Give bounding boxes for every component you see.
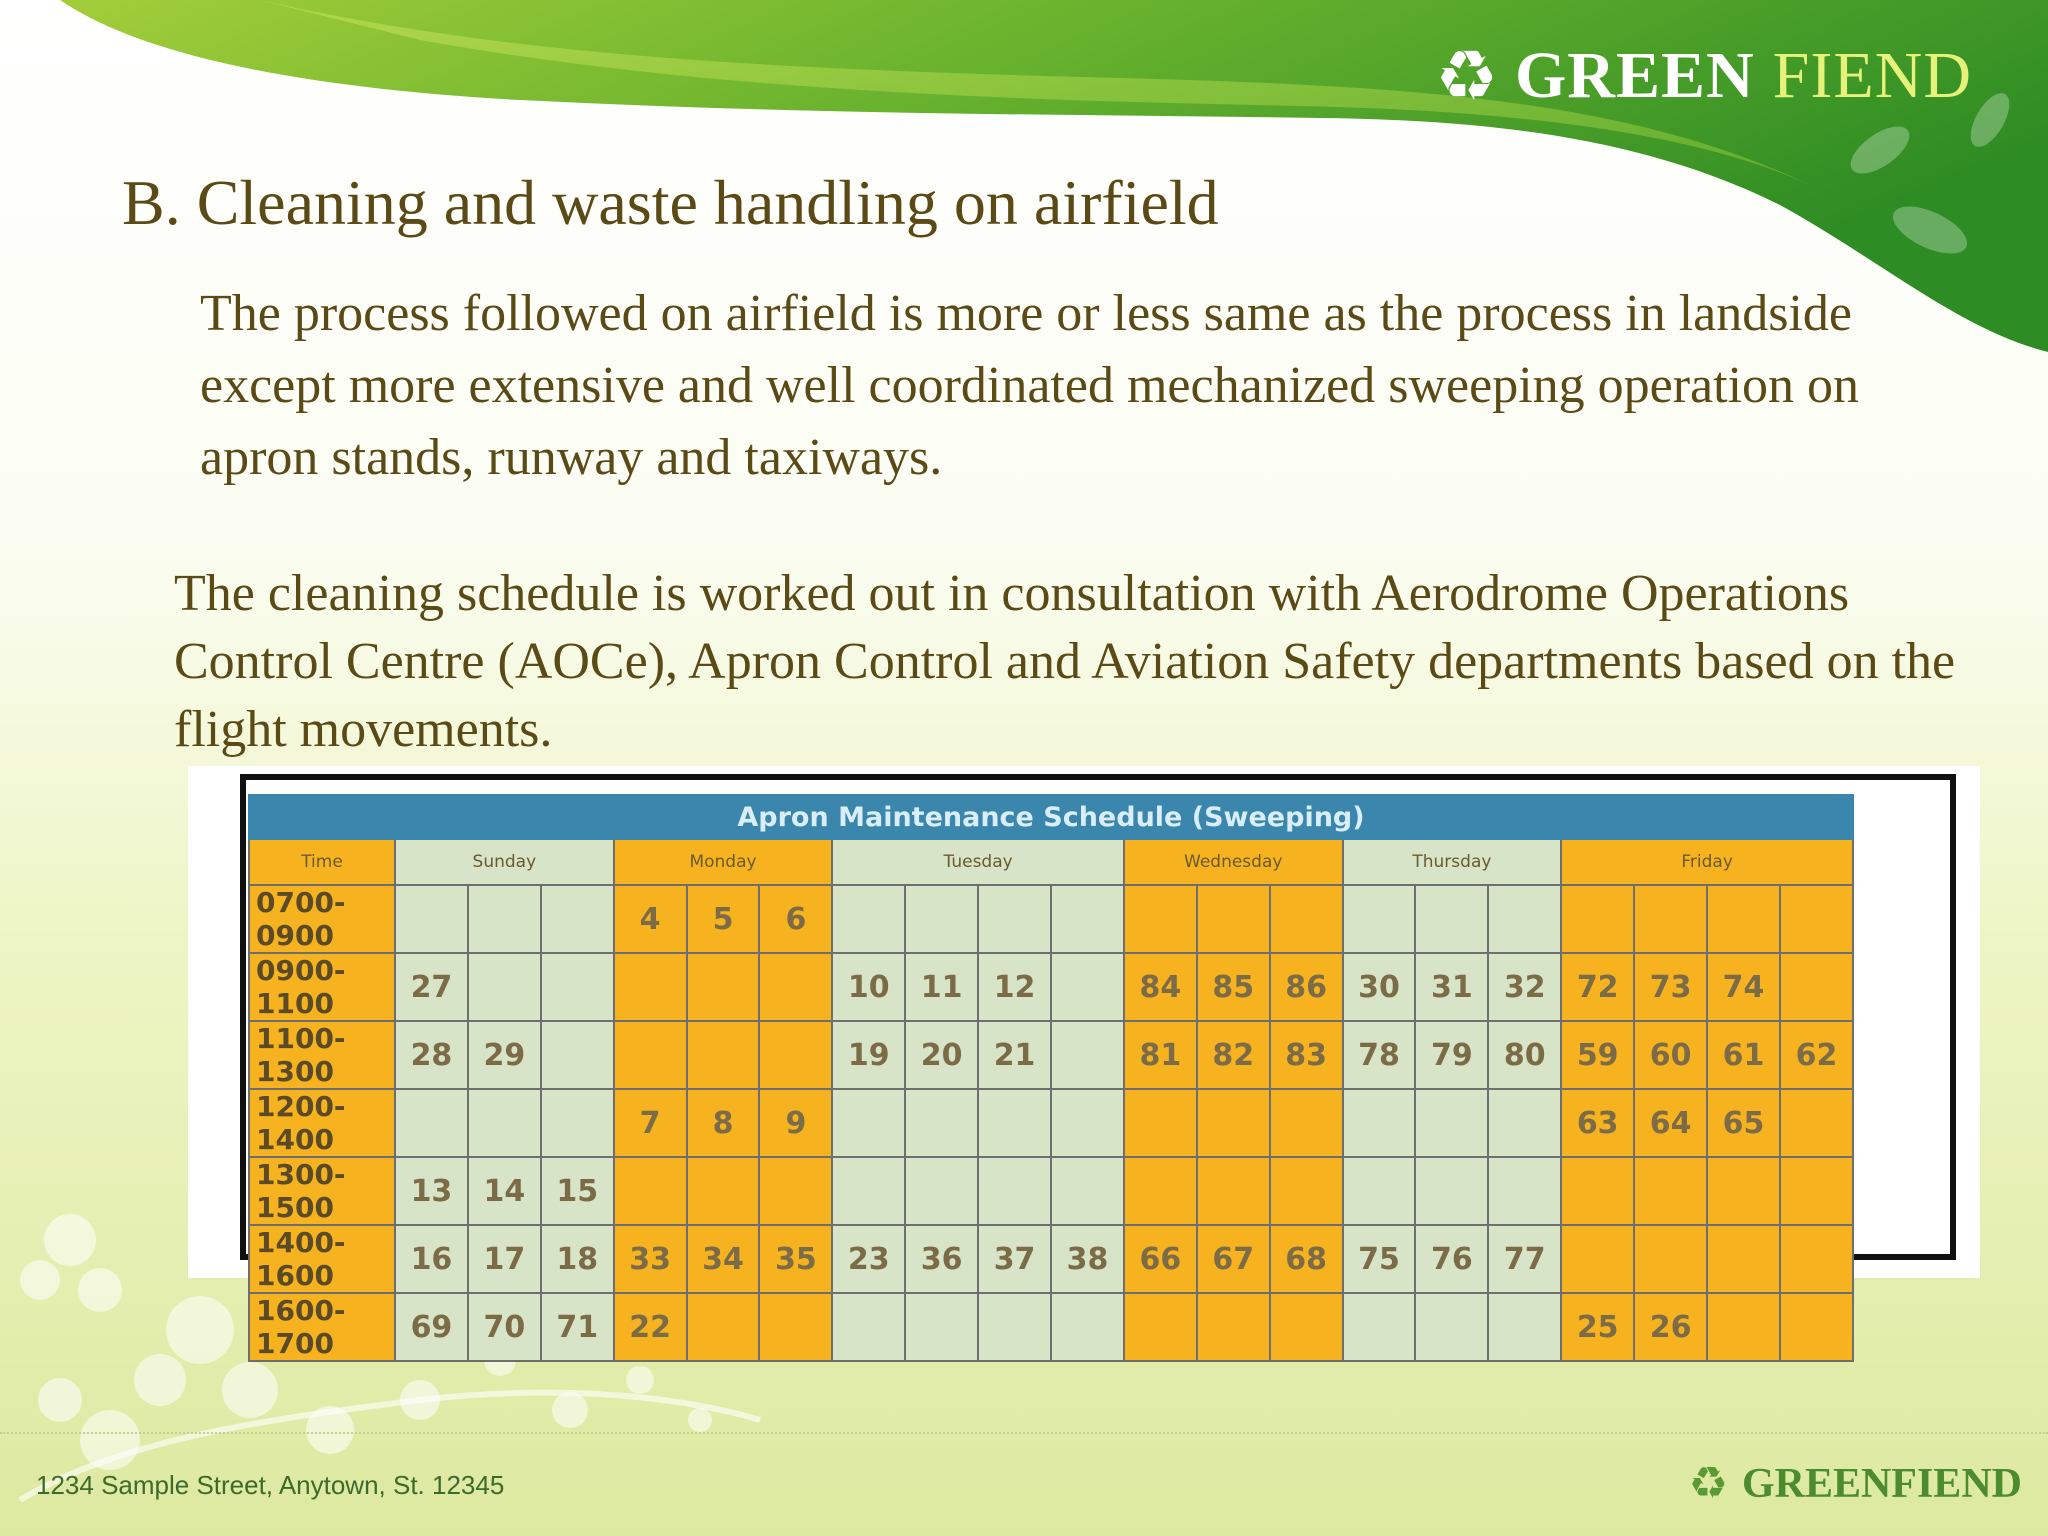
schedule-cell <box>395 1089 468 1157</box>
schedule-cell <box>759 1021 832 1089</box>
schedule-cell: 74 <box>1707 953 1780 1021</box>
table-row <box>249 1225 1853 1293</box>
schedule-cell: 36 <box>905 1225 978 1293</box>
schedule-cell <box>541 885 614 953</box>
schedule-cell <box>395 885 468 953</box>
schedule-cell <box>978 1293 1051 1361</box>
schedule-cell <box>1780 953 1853 1021</box>
schedule-cell <box>1051 1089 1124 1157</box>
time-column-header: Time <box>249 839 395 885</box>
schedule-cell: 62 <box>1780 1021 1853 1089</box>
footer-address: 1234 Sample Street, Anytown, St. 12345 <box>36 1470 505 1500</box>
schedule-cell <box>905 1089 978 1157</box>
schedule-cell <box>1270 1157 1343 1225</box>
schedule-cell <box>1124 1157 1197 1225</box>
schedule-cell <box>1197 1293 1270 1361</box>
schedule-cell: 63 <box>1561 1089 1634 1157</box>
schedule-cell <box>1124 1089 1197 1157</box>
schedule-cell <box>1415 1089 1488 1157</box>
schedule-cell: 79 <box>1415 1021 1488 1089</box>
time-slot-cell: 1300-1500 <box>249 1157 395 1225</box>
schedule-cell <box>978 1157 1051 1225</box>
schedule-cell: 70 <box>468 1293 541 1361</box>
brand-word-fiend: FIEND <box>1772 39 1972 112</box>
schedule-cell <box>978 885 1051 953</box>
time-slot-cell: 0900-1100 <box>249 953 395 1021</box>
schedule-cell <box>1707 1157 1780 1225</box>
schedule-cell: 86 <box>1270 953 1343 1021</box>
schedule-cell <box>1561 885 1634 953</box>
schedule-cell <box>1488 1089 1561 1157</box>
day-header-friday: Friday <box>1561 839 1853 885</box>
schedule-cell <box>614 1021 687 1089</box>
schedule-cell <box>1124 1293 1197 1361</box>
schedule-cell: 20 <box>905 1021 978 1089</box>
schedule-cell: 82 <box>1197 1021 1270 1089</box>
schedule-cell: 29 <box>468 1021 541 1089</box>
recycle-icon: ♻ <box>1435 35 1499 117</box>
schedule-cell <box>1197 885 1270 953</box>
schedule-cell: 38 <box>1051 1225 1124 1293</box>
schedule-cell <box>832 1293 905 1361</box>
schedule-image-card <box>188 766 1980 1360</box>
schedule-cell: 17 <box>468 1225 541 1293</box>
schedule-cell: 4 <box>614 885 687 953</box>
schedule-cell <box>687 953 760 1021</box>
schedule-cell <box>1488 1157 1561 1225</box>
schedule-cell: 68 <box>1270 1225 1343 1293</box>
schedule-cell <box>1051 1293 1124 1361</box>
schedule-cell <box>1780 885 1853 953</box>
slide-title: B. Cleaning and waste handling on airfield <box>122 167 1219 238</box>
schedule-cell: 77 <box>1488 1225 1561 1293</box>
schedule-cell <box>1270 885 1343 953</box>
schedule-cell <box>1270 1293 1343 1361</box>
schedule-cell <box>1051 1021 1124 1089</box>
schedule-cell <box>614 1157 687 1225</box>
schedule-cell: 59 <box>1561 1021 1634 1089</box>
schedule-cell <box>687 1021 760 1089</box>
schedule-cell <box>541 953 614 1021</box>
day-header-monday: Monday <box>614 839 833 885</box>
schedule-cell <box>468 1089 541 1157</box>
schedule-cell <box>1561 1157 1634 1225</box>
schedule-cell: 5 <box>687 885 760 953</box>
schedule-cell: 61 <box>1707 1021 1780 1089</box>
schedule-cell: 19 <box>832 1021 905 1089</box>
schedule-cell <box>1124 885 1197 953</box>
schedule-cell: 72 <box>1561 953 1634 1021</box>
day-header-thursday: Thursday <box>1343 839 1562 885</box>
schedule-cell <box>541 1089 614 1157</box>
schedule-cell <box>1343 1089 1416 1157</box>
footer-brand-name: GREENFIEND <box>1741 1461 2022 1507</box>
schedule-cell: 27 <box>395 953 468 1021</box>
schedule-title: Apron Maintenance Schedule (Sweeping) <box>249 795 1853 839</box>
schedule-cell <box>1051 885 1124 953</box>
schedule-cell <box>1780 1089 1853 1157</box>
table-row <box>249 885 1853 953</box>
schedule-cell <box>759 1293 832 1361</box>
schedule-cell <box>1415 1157 1488 1225</box>
schedule-cell <box>759 1157 832 1225</box>
time-slot-cell: 1600-1700 <box>249 1293 395 1361</box>
footer-divider <box>0 1432 2048 1434</box>
schedule-cell: 11 <box>905 953 978 1021</box>
schedule-cell: 13 <box>395 1157 468 1225</box>
schedule-cell <box>905 885 978 953</box>
schedule-cell <box>1561 1225 1634 1293</box>
schedule-cell <box>1488 885 1561 953</box>
schedule-cell <box>832 1157 905 1225</box>
schedule-cell: 14 <box>468 1157 541 1225</box>
schedule-cell <box>1343 1157 1416 1225</box>
schedule-cell: 35 <box>759 1225 832 1293</box>
schedule-cell: 73 <box>1634 953 1707 1021</box>
schedule-cell: 69 <box>395 1293 468 1361</box>
schedule-cell <box>687 1157 760 1225</box>
schedule-cell <box>1343 1293 1416 1361</box>
schedule-cell: 83 <box>1270 1021 1343 1089</box>
schedule-cell: 26 <box>1634 1293 1707 1361</box>
time-slot-cell: 1200-1400 <box>249 1089 395 1157</box>
schedule-cell <box>1270 1089 1343 1157</box>
schedule-cell <box>1780 1293 1853 1361</box>
schedule-cell <box>468 953 541 1021</box>
schedule-cell: 25 <box>1561 1293 1634 1361</box>
schedule-cell: 33 <box>614 1225 687 1293</box>
process-paragraph: The process followed on airfield is more or less same as the process in landside except more extensive and well coordinated mechanized sweeping operation on apron stands, runway and taxiways. <box>200 285 1860 486</box>
schedule-cell: 76 <box>1415 1225 1488 1293</box>
schedule-cell: 30 <box>1343 953 1416 1021</box>
brand-logo-footer <box>1689 1460 2023 1508</box>
schedule-cell <box>1634 1225 1707 1293</box>
schedule-cell: 28 <box>395 1021 468 1089</box>
schedule-cell <box>905 1157 978 1225</box>
schedule-cell: 21 <box>978 1021 1051 1089</box>
schedule-cell: 15 <box>541 1157 614 1225</box>
schedule-cell <box>687 1293 760 1361</box>
schedule-cell: 10 <box>832 953 905 1021</box>
schedule-cell <box>614 953 687 1021</box>
schedule-cell: 60 <box>1634 1021 1707 1089</box>
table-row <box>249 953 1853 1021</box>
schedule-cell: 22 <box>614 1293 687 1361</box>
schedule-paragraph: The cleaning schedule is worked out in consultation with Aerodrome Operations Control Centre (AOCe), Apron Control and Aviation Safety departments based on the flight movements. <box>174 565 1956 758</box>
schedule-cell: 9 <box>759 1089 832 1157</box>
schedule-cell: 75 <box>1343 1225 1416 1293</box>
schedule-cell: 85 <box>1197 953 1270 1021</box>
apron-maintenance-schedule-table <box>248 794 1854 1362</box>
schedule-cell: 66 <box>1124 1225 1197 1293</box>
schedule-cell <box>1780 1225 1853 1293</box>
day-header-sunday: Sunday <box>395 839 614 885</box>
schedule-cell <box>468 885 541 953</box>
schedule-cell: 84 <box>1124 953 1197 1021</box>
schedule-cell <box>759 953 832 1021</box>
schedule-cell <box>1051 953 1124 1021</box>
recycle-icon: ♻ <box>1688 1458 1728 1509</box>
schedule-cell <box>1707 885 1780 953</box>
schedule-cell: 67 <box>1197 1225 1270 1293</box>
schedule-cell <box>1197 1157 1270 1225</box>
schedule-cell: 8 <box>687 1089 760 1157</box>
brand-word-green: GREEN <box>1514 39 1755 112</box>
table-row <box>249 1157 1853 1225</box>
schedule-cell <box>832 885 905 953</box>
schedule-cell: 71 <box>541 1293 614 1361</box>
table-row <box>249 1021 1853 1089</box>
schedule-cell: 6 <box>759 885 832 953</box>
schedule-cell <box>1634 885 1707 953</box>
schedule-cell: 37 <box>978 1225 1051 1293</box>
schedule-cell: 23 <box>832 1225 905 1293</box>
schedule-cell: 31 <box>1415 953 1488 1021</box>
schedule-cell <box>1415 885 1488 953</box>
schedule-cell: 81 <box>1124 1021 1197 1089</box>
schedule-cell <box>1780 1157 1853 1225</box>
day-header-wednesday: Wednesday <box>1124 839 1343 885</box>
schedule-cell: 18 <box>541 1225 614 1293</box>
schedule-cell <box>1488 1293 1561 1361</box>
schedule-cell: 64 <box>1634 1089 1707 1157</box>
schedule-cell <box>541 1021 614 1089</box>
brand-logo-top <box>1435 35 1972 117</box>
time-slot-cell: 1400-1600 <box>249 1225 395 1293</box>
schedule-cell <box>1197 1089 1270 1157</box>
time-slot-cell: 0700-0900 <box>249 885 395 953</box>
schedule-cell <box>1634 1157 1707 1225</box>
schedule-cell: 12 <box>978 953 1051 1021</box>
schedule-cell <box>1415 1293 1488 1361</box>
schedule-cell: 7 <box>614 1089 687 1157</box>
schedule-cell <box>1707 1293 1780 1361</box>
schedule-cell <box>1051 1157 1124 1225</box>
schedule-cell <box>905 1293 978 1361</box>
schedule-cell: 80 <box>1488 1021 1561 1089</box>
schedule-cell <box>1343 885 1416 953</box>
schedule-cell: 16 <box>395 1225 468 1293</box>
table-row <box>249 1293 1853 1361</box>
schedule-cell: 78 <box>1343 1021 1416 1089</box>
day-header-tuesday: Tuesday <box>832 839 1124 885</box>
schedule-cell <box>832 1089 905 1157</box>
schedule-cell: 34 <box>687 1225 760 1293</box>
time-slot-cell: 1100-1300 <box>249 1021 395 1089</box>
schedule-cell: 65 <box>1707 1089 1780 1157</box>
schedule-cell: 32 <box>1488 953 1561 1021</box>
schedule-cell <box>1707 1225 1780 1293</box>
table-row <box>249 1089 1853 1157</box>
schedule-cell <box>978 1089 1051 1157</box>
